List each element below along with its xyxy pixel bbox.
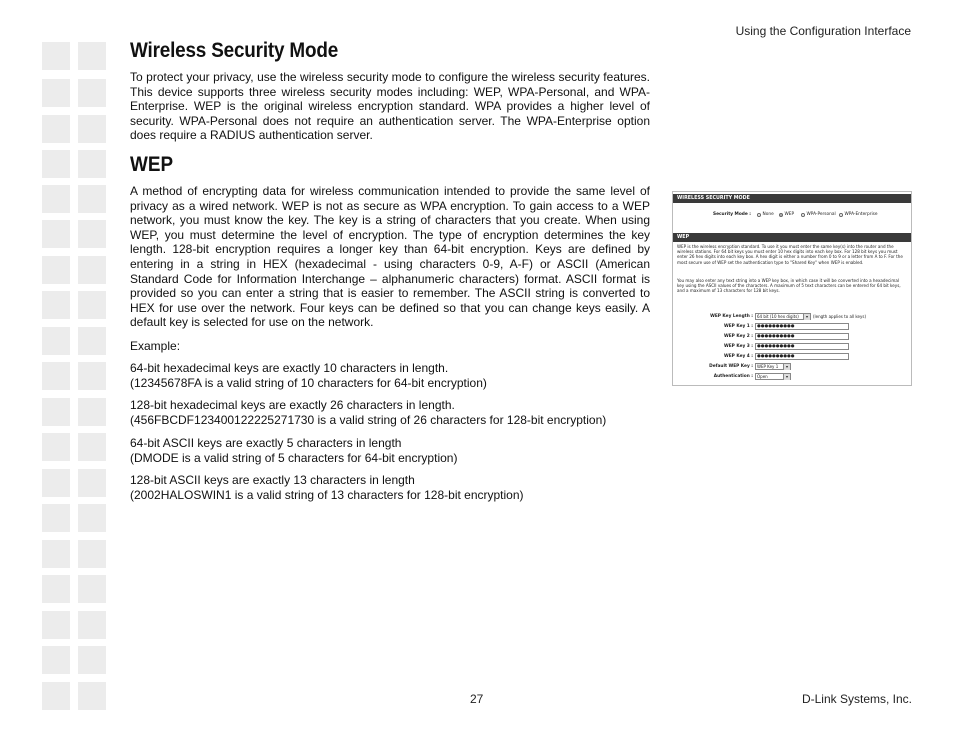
wep-key-3-input[interactable]: ●●●●●●●●●● — [755, 343, 849, 350]
example-line: (456FBCDF123400122225271730 is a valid string of 26 characters for 128-bit encryption) — [130, 413, 607, 427]
wireless-security-mode-bar: WIRELESS SECURITY MODE — [673, 194, 911, 203]
default-wep-key-label: Default WEP Key : — [709, 364, 753, 369]
wep-key-label: WEP Key 2 : — [724, 334, 753, 339]
wep-help-text: WEP is the wireless encryption standard. To use it you must enter the same key(s) into the router and the wireless stations. For 64 bit keys you must enter 10 hex digits into each key box. For 128 bit keys you must enter 26 hex digits into each key box. A hex digit is either a number from 0 to 9 or a letter from A to F. For the most secure use of WEP set the authentication type to "Shared Key" when WEP is enabled. — [677, 244, 903, 265]
wep-key-2-input[interactable]: ●●●●●●●●●● — [755, 333, 849, 340]
chevron-down-icon[interactable]: ▾ — [783, 374, 790, 380]
section-header: Using the Configuration Interface — [735, 24, 911, 38]
wep-key-row — [673, 353, 911, 362]
default-wep-key-row — [673, 363, 911, 372]
wep-key-1-input[interactable]: ●●●●●●●●●● — [755, 323, 849, 330]
example-line: (2002HALOSWIN1 is a valid string of 13 characters for 128-bit encryption) — [130, 488, 524, 502]
example-label: Example: — [130, 339, 181, 353]
example-line: (12345678FA is a valid string of 10 characters for 64-bit encryption) — [130, 376, 487, 390]
wep-settings-screenshot — [672, 191, 912, 386]
wep-key-length-label: WEP Key Length : — [710, 314, 753, 319]
radio-selected-icon[interactable] — [779, 213, 783, 217]
chevron-down-icon[interactable]: ▾ — [783, 364, 790, 370]
wep-key-label: WEP Key 4 : — [724, 354, 753, 359]
wep-key-length-select[interactable]: 64 bit (10 hex digits) ▾ — [755, 313, 811, 320]
example-line: 128-bit ASCII keys are exactly 13 characters in length — [130, 473, 415, 487]
example-item — [130, 398, 606, 428]
wep-key-row — [673, 333, 911, 342]
security-mode-label: Security Mode : — [713, 212, 751, 217]
example-line: 128-bit hexadecimal keys are exactly 26 characters in length. — [130, 398, 455, 412]
decorative-sidebar — [42, 42, 108, 712]
wep-bar: WEP — [673, 233, 911, 242]
wep-key-4-input[interactable]: ●●●●●●●●●● — [755, 353, 849, 360]
wep-key-row — [673, 323, 911, 332]
radio-none-icon[interactable] — [757, 213, 761, 217]
wep-description: A method of encrypting data for wireless communication intended to provide the same level of privacy as a wired network. WEP is not as secure as WPA encryption. To gain access to a WEP network, you must know the key. The key is a string of characters that you create. When using WEP, you must determine the level of encryption. The type of encryption determines the key length. 128-bit encryption requires a longer key than 64-bit encryption. Keys are defined by entering in a string in HEX (hexadecimal - using characters 0-9, A-F) or ASCII (American Standard Code for Information Interchange – alphanumeric characters) format. ASCII format is provided so you can enter a string that is easier to remember. The ASCII string is converted to HEX for use over the network. Four keys can be defined so that you can change keys easily. A default key is selected for use on the network. — [130, 184, 650, 330]
intro-paragraph: To protect your privacy, use the wireless security mode to configure the wireless security features. This device supports three wireless security modes including: WEP, WPA-Personal, and WPA-Enterprise. WEP is the original wireless encryption standard. WPA provides a higher level of security. WPA-Personal does not require an authentication server. The WPA-Enterprise option does require a RADIUS authentication server. — [130, 70, 650, 143]
wep-key-label: WEP Key 1 : — [724, 324, 753, 329]
key-length-note: (length applies to all keys) — [813, 314, 867, 319]
radio-wpa-personal[interactable]: WPA-Personal — [801, 212, 836, 217]
company-name: D-Link Systems, Inc. — [801, 692, 912, 706]
wep-key-row — [673, 343, 911, 352]
wep-heading: WEP — [130, 153, 174, 176]
radio-wpa-enterprise-icon[interactable] — [839, 213, 843, 217]
wep-help-text-2: You may also enter any text string into a WEP key box, in which case it will be converted into a hexadecimal key using the ASCII values of the characters. A maximum of 5 text characters can be entered for 64 bit keys, and a maximum of 13 characters for 128 bit keys. — [677, 278, 901, 294]
page-title: Wireless Security Mode — [130, 39, 339, 62]
example-line: 64-bit ASCII keys are exactly 5 characters in length — [130, 436, 402, 450]
page-number: 27 — [470, 692, 484, 706]
example-line: 64-bit hexadecimal keys are exactly 10 characters in length. — [130, 361, 449, 375]
example-item — [130, 436, 457, 466]
authentication-select[interactable]: Open ▾ — [755, 373, 791, 380]
security-mode-row — [673, 210, 911, 220]
example-item — [130, 473, 524, 503]
radio-wpa-enterprise[interactable]: WPA-Enterprise — [839, 212, 878, 217]
chevron-down-icon[interactable]: ▾ — [803, 314, 810, 320]
wep-key-length-row — [673, 313, 911, 322]
example-item — [130, 361, 487, 391]
radio-wpa-personal-icon[interactable] — [801, 213, 805, 217]
authentication-row — [673, 373, 911, 382]
example-line: (DMODE is a valid string of 5 characters for 64-bit encryption) — [130, 451, 458, 465]
radio-none[interactable]: None — [757, 212, 774, 217]
radio-wep[interactable]: WEP — [779, 212, 794, 217]
default-wep-key-select[interactable]: WEP Key 1 ▾ — [755, 363, 791, 370]
authentication-label: Authentication : — [713, 374, 753, 379]
wep-key-label: WEP Key 3 : — [724, 344, 753, 349]
